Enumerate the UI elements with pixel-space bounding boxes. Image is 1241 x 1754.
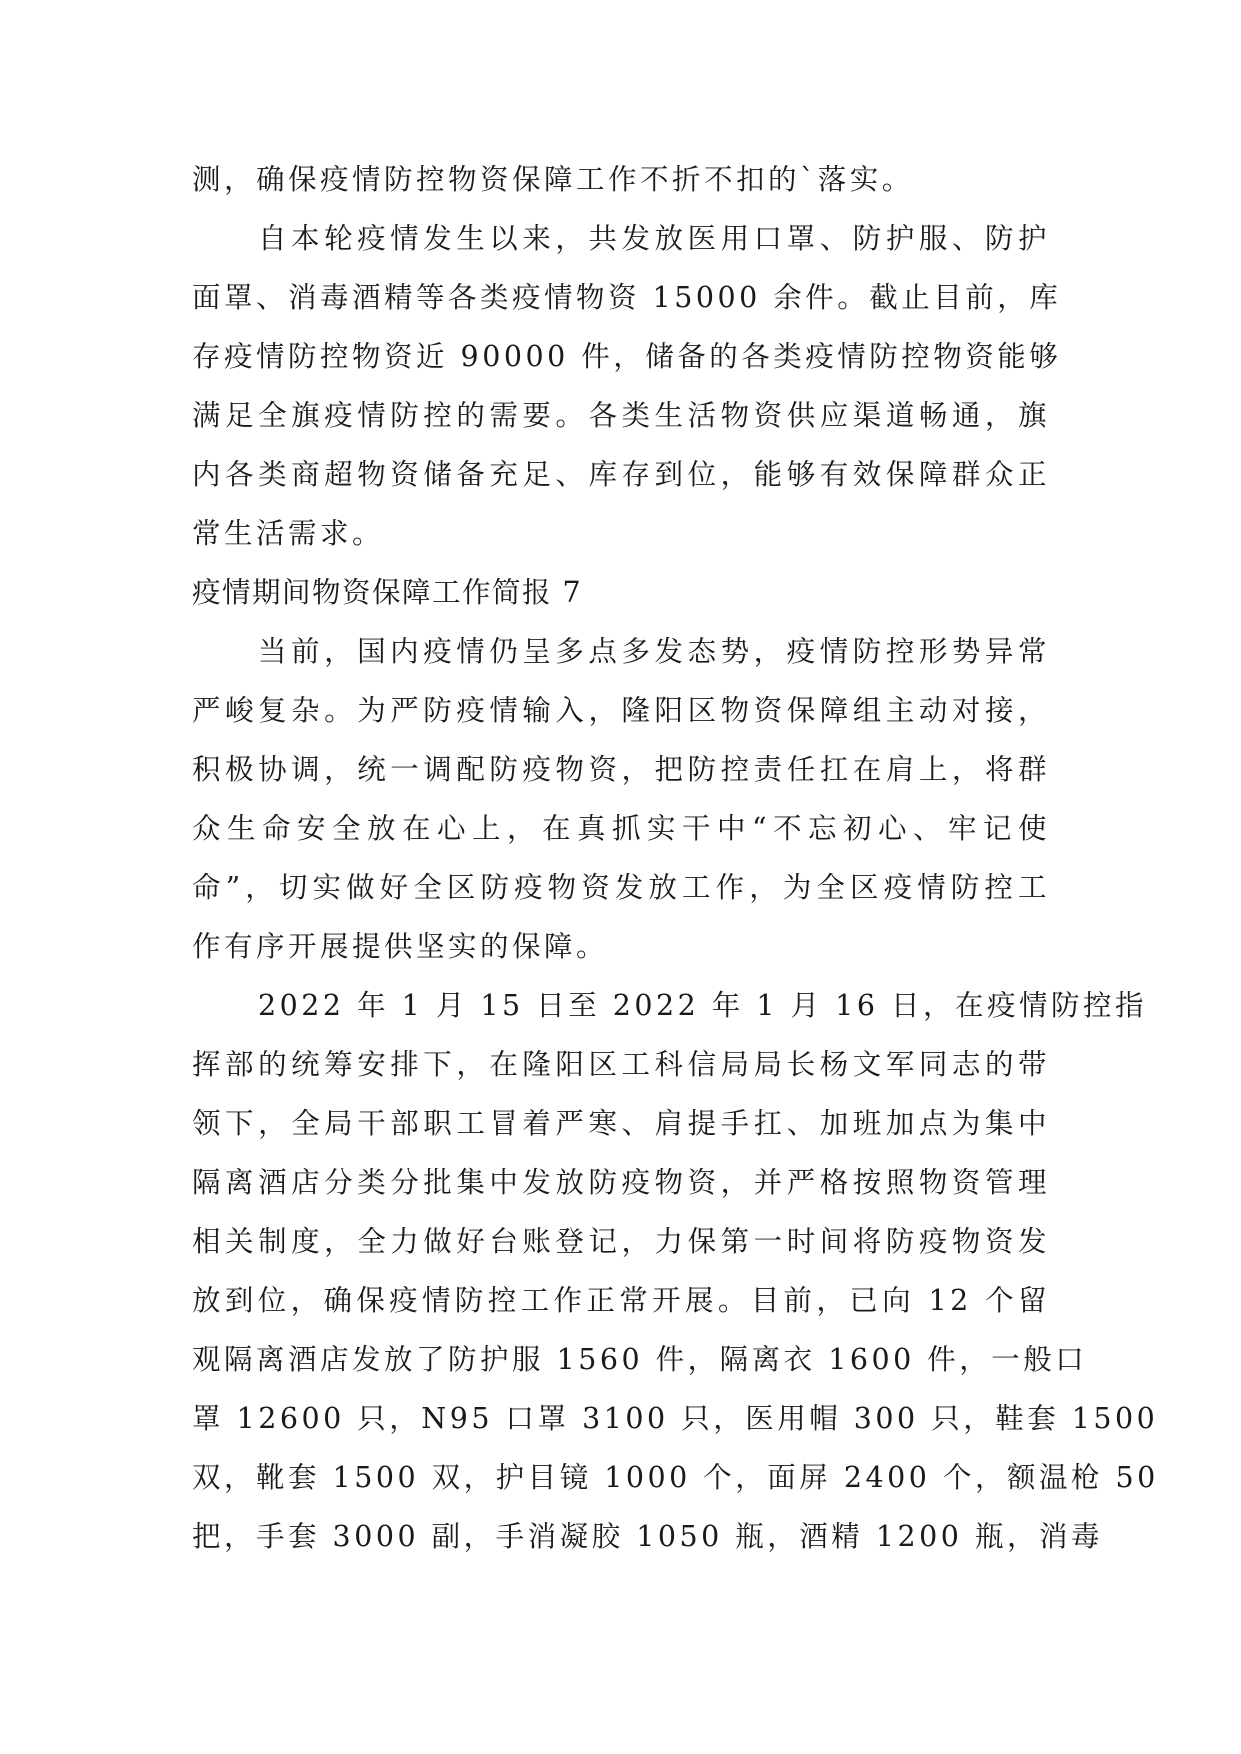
text-line: 作有序开展提供坚实的保障。 — [192, 930, 609, 963]
text-line: 罩 12600 只，N95 口罩 3100 只，医用帽 300 只，鞋套 1500 — [192, 1402, 1159, 1435]
text-line: 积极协调，统一调配防疫物资，把防控责任扛在肩上，将群 — [192, 753, 1050, 786]
text-line: 常生活需求。 — [192, 517, 385, 550]
text-line: 放到位，确保疫情防控工作正常开展。目前，已向 12 个留 — [192, 1284, 1050, 1317]
text-line: 测，确保疫情防控物资保障工作不折不扣的`落实。 — [192, 163, 914, 196]
text-line: 挥部的统筹安排下，在隆阳区工科信局局长杨文军同志的带 — [192, 1048, 1050, 1081]
text-line: 隔离酒店分类分批集中发放防疫物资，并严格按照物资管理 — [192, 1166, 1050, 1199]
text-line: 观隔离酒店发放了防护服 1560 件，隔离衣 1600 件，一般口 — [192, 1343, 1088, 1376]
text-line: 相关制度，全力做好台账登记，力保第一时间将防疫物资发 — [192, 1225, 1050, 1258]
text-line: 当前，国内疫情仍呈多点多发态势，疫情防控形势异常 — [258, 635, 1050, 668]
text-line: 自本轮疫情发生以来，共发放医用口罩、防护服、防护 — [258, 222, 1050, 255]
text-line: 把，手套 3000 副，手消凝胶 1050 瓶，酒精 1200 瓶，消毒 — [192, 1520, 1103, 1553]
text-line: 2022 年 1 月 15 日至 2022 年 1 月 16 日，在疫情防控指 — [258, 989, 1148, 1022]
text-line: 双，靴套 1500 双，护目镜 1000 个，面屏 2400 个，额温枪 50 — [192, 1461, 1159, 1494]
text-line: 命”，切实做好全区防疫物资发放工作，为全区疫情防控工 — [192, 871, 1050, 904]
text-line: 内各类商超物资储备充足、库存到位，能够有效保障群众正 — [192, 458, 1050, 491]
text-line: 领下，全局干部职工冒着严寒、肩提手扛、加班加点为集中 — [192, 1107, 1050, 1140]
text-line: 满足全旗疫情防控的需要。各类生活物资供应渠道畅通，旗 — [192, 399, 1050, 432]
text-line: 严峻复杂。为严防疫情输入，隆阳区物资保障组主动对接， — [192, 694, 1050, 727]
text-line: 存疫情防控物资近 90000 件，储备的各类疫情防控物资能够 — [192, 340, 1062, 373]
text-line: 面罩、消毒酒精等各类疫情物资 15000 余件。截止目前，库 — [192, 281, 1062, 314]
text-line: 众生命安全放在心上，在真抓实干中“不忘初心、牢记使 — [192, 812, 1050, 845]
section-heading: 疫情期间物资保障工作简报 7 — [192, 576, 583, 609]
document-body — [192, 150, 1159, 1566]
